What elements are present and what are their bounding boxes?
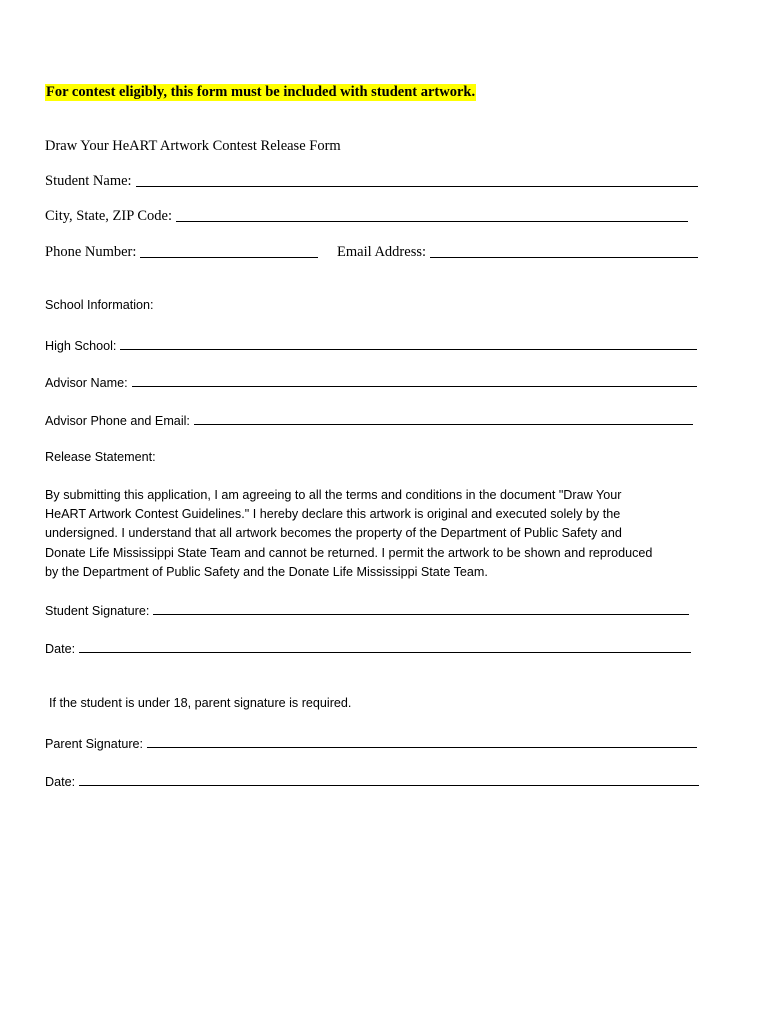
city-state-zip-label: City, State, ZIP Code:: [45, 208, 173, 224]
parent-signature-note: If the student is under 18, parent signature is required.: [49, 696, 352, 710]
release-line: by the Department of Public Safety and the Donate Life Mississippi State Team.: [45, 564, 488, 579]
eligibility-notice: For contest eligibly, this form must be included with student artwork.: [46, 84, 476, 100]
release-statement-heading: Release Statement:: [45, 450, 156, 464]
email-address-input[interactable]: [430, 243, 698, 258]
student-date-field: [45, 638, 691, 656]
student-signature-label: Student Signature:: [45, 604, 150, 618]
advisor-contact-field: [45, 410, 693, 428]
city-state-zip-input[interactable]: [176, 207, 688, 222]
school-info-heading: School Information:: [45, 298, 154, 312]
release-line: Donate Life Mississippi State Team and cannot be returned. I permit the artwork to be shown and reproduced: [45, 545, 653, 560]
phone-number-label: Phone Number:: [45, 244, 137, 260]
advisor-contact-label: Advisor Phone and Email:: [45, 414, 190, 428]
release-line: HeART Artwork Contest Guidelines." I hereby declare this artwork is original and executed solely by the: [45, 507, 621, 522]
parent-signature-input[interactable]: [147, 733, 697, 748]
form-title: Draw Your HeART Artwork Contest Release Form: [45, 138, 341, 154]
release-line: By submitting this application, I am agreeing to all the terms and conditions in the document "Draw Your: [45, 488, 622, 502]
phone-number-field: [45, 243, 318, 261]
parent-signature-field: [45, 733, 697, 751]
advisor-name-input[interactable]: [132, 372, 697, 387]
student-name-field: [45, 172, 698, 190]
student-date-label: Date:: [45, 642, 76, 656]
parent-date-input[interactable]: [79, 771, 699, 786]
email-address-field: [337, 243, 698, 261]
high-school-label: High School:: [45, 339, 117, 353]
parent-signature-label: Parent Signature:: [45, 737, 144, 751]
parent-date-field: [45, 771, 699, 789]
student-name-label: Student Name:: [45, 173, 132, 189]
high-school-field: [45, 335, 697, 353]
advisor-contact-input[interactable]: [194, 410, 693, 425]
city-state-zip-field: [45, 207, 688, 225]
student-signature-input[interactable]: [153, 600, 689, 615]
advisor-name-label: Advisor Name:: [45, 376, 128, 390]
high-school-input[interactable]: [120, 335, 697, 350]
release-statement-text: [45, 486, 735, 582]
email-address-label: Email Address:: [337, 244, 427, 260]
parent-date-label: Date:: [45, 775, 76, 789]
release-line: undersigned. I understand that all artwork becomes the property of the Department of Public Safety and: [45, 526, 622, 541]
phone-number-input[interactable]: [140, 243, 318, 258]
student-name-input[interactable]: [136, 172, 698, 187]
student-signature-field: [45, 600, 689, 618]
student-date-input[interactable]: [79, 638, 691, 653]
advisor-name-field: [45, 372, 697, 390]
